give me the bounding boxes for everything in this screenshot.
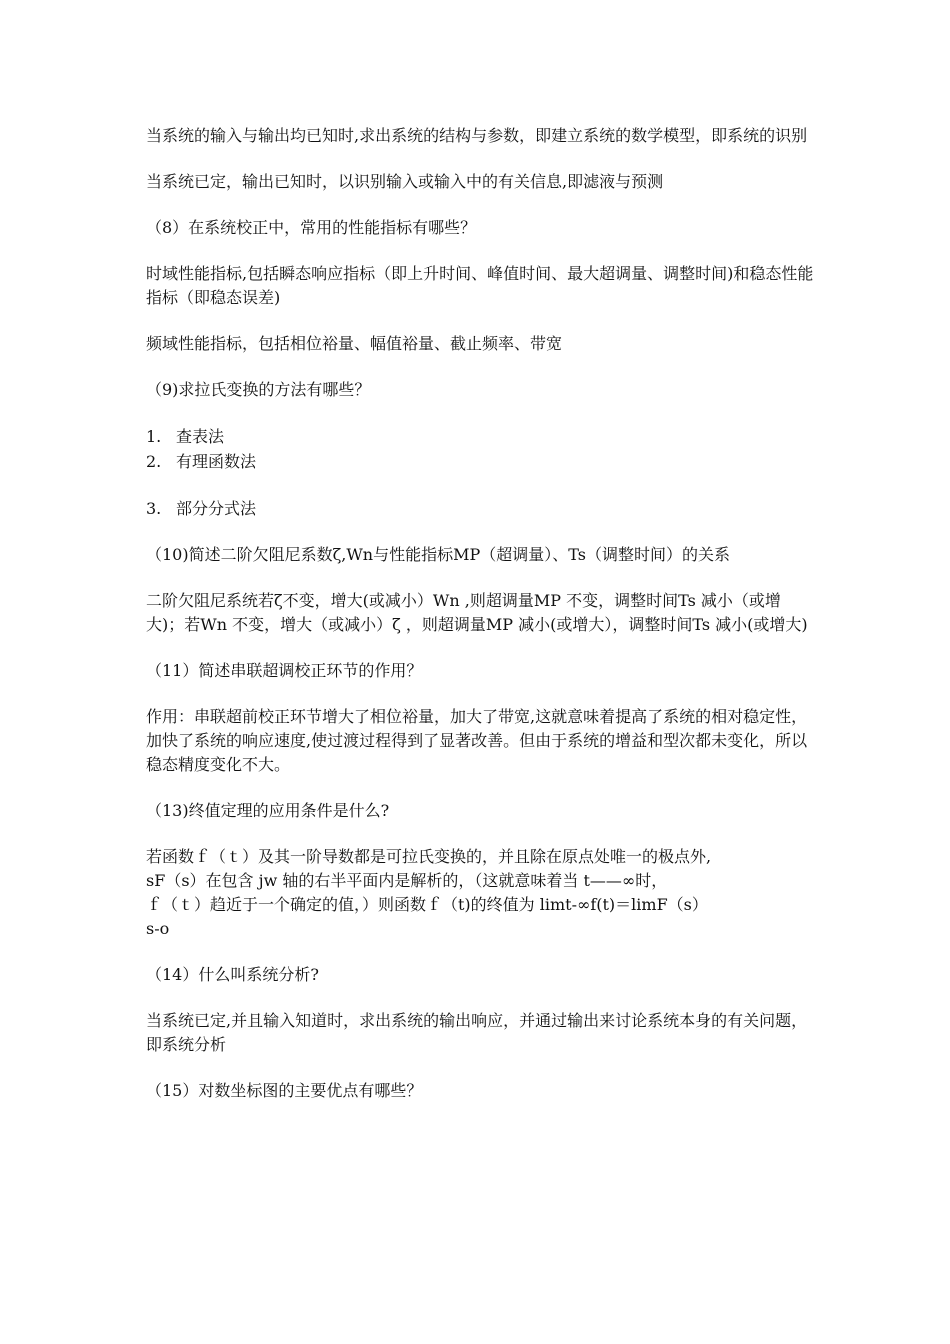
answer-13-line: 若函数ｆ（ｔ）及其一阶导数都是可拉氏变换的，并且除在原点处唯一的极点外, (146, 847, 712, 866)
list-item (146, 496, 818, 521)
document-page (146, 124, 818, 1125)
list-item-number: 1. (146, 427, 162, 446)
list-item-number: 2. (146, 452, 162, 471)
answer-13-line: sF（s）在包含 jw 轴的右半平面内是解析的，（这就意味着当 t——∞时， (146, 871, 668, 890)
question-14: （14）什么叫系统分析? (146, 965, 319, 984)
answer-9-list-continued (146, 496, 818, 521)
list-item (146, 449, 818, 474)
list-item-number: 3. (146, 499, 162, 518)
list-item-text: 查表法 (176, 427, 225, 446)
answer-8-frequency-domain: 频域性能指标，包括相位裕量、幅值裕量、截止频率、带宽 (146, 334, 563, 353)
paragraph-system-identification: 当系统的输入与输出均已知时,求出系统的结构与参数，即建立系统的数学模型，即系统的识别 (146, 126, 808, 145)
answer-11: 作用：串联超前校正环节增大了相位裕量，加大了带宽,这就意味着提高了系统的相对稳定性，加快了系统的响应速度,使过渡过程得到了显著改善。但由于系统的增益和型次都未变化，所以稳态精度变化不大。 (146, 707, 808, 774)
question-9: （9)求拉氏变换的方法有哪些？ (146, 380, 371, 399)
question-15: （15）对数坐标图的主要优点有哪些？ (146, 1081, 423, 1100)
list-item (146, 424, 818, 449)
answer-13 (146, 845, 818, 941)
answer-14: 当系统已定,并且输入知道时，求出系统的输出响应，并通过输出来讨论系统本身的有关问题，即系统分析 (146, 1011, 808, 1054)
list-item-text: 有理函数法 (176, 452, 257, 471)
question-13: （13)终值定理的应用条件是什么? (146, 801, 390, 820)
list-item-text: 部分分式法 (176, 499, 257, 518)
answer-13-line: s-o (146, 919, 170, 938)
answer-10: 二阶欠阻尼系统若ζ不变，增大(或减小）Wn ,则超调量MP 不变，调整时间Ts 减小（或增大)；若Wn 不变，增大（或减小）ζ ，则超调量MP 减小(或增大），调整时间Ts 减小(或增大) (146, 591, 808, 634)
answer-13-line: ｆ（ｔ）趋近于一个确定的值，）则函数ｆ（t)的终值为 limt-∞f(t)＝limF（s） (146, 895, 708, 914)
question-10: （10)简述二阶欠阻尼系数ζ,Wn与性能指标MP（超调量）、Ts（调整时间）的关系 (146, 545, 730, 564)
answer-8-time-domain: 时域性能指标,包括瞬态响应指标（即上升时间、峰值时间、最大超调量、调整时间)和稳态性能指标（即稳态误差) (146, 264, 814, 307)
answer-9-list (146, 424, 818, 474)
question-8: （8）在系统校正中，常用的性能指标有哪些？ (146, 218, 477, 237)
question-11: （11）简述串联超调校正环节的作用？ (146, 661, 423, 680)
paragraph-filtering-prediction: 当系统已定，输出已知时，以识别输入或输入中的有关信息,即滤液与预测 (146, 172, 664, 191)
